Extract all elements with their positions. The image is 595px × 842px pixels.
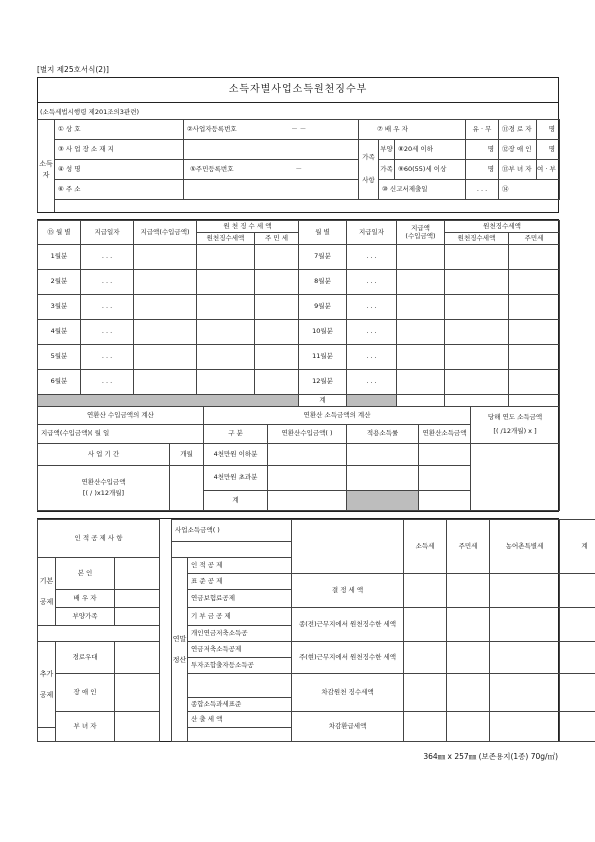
label-over-60: ⑨60(55)세 이상: [395, 160, 466, 180]
row-under-40m: 4천만원 이하분: [204, 443, 268, 465]
col-amount-2b: (수입금액): [405, 231, 436, 240]
basic-deduction-label: [38, 558, 56, 626]
family-label-b: 사항: [362, 176, 375, 185]
col-rural-tax: 농어촌특별세: [490, 520, 560, 574]
settlement-item: 사업소득금액( ): [172, 520, 292, 542]
col-annual-profit: 연환산소득금액: [419, 425, 471, 443]
label-elderly: ⑪경 로 자: [499, 120, 537, 140]
extra-b: 공제: [39, 690, 54, 699]
label-spouse: ⑦ 배 우 자: [359, 120, 466, 140]
settlement-item: 연금보험료공제: [188, 590, 292, 608]
business-address-value: [184, 140, 359, 160]
label-business-period: 사 업 기 간: [38, 443, 170, 465]
col-total: 계: [560, 520, 595, 574]
date-dots: . . .: [81, 320, 134, 345]
paper-spec: 364㎜ x 257㎜ (보존용지(1종) 70g/㎡): [423, 752, 558, 761]
label-elderly-ded: 경로우대: [56, 642, 115, 674]
label-annual-income: [38, 466, 170, 511]
col-tax: 원 천 징 수 세 액: [197, 221, 299, 233]
settlement-item: 표 준 공 제: [188, 574, 292, 590]
divider: [37, 212, 559, 220]
settlement-item: 인 적 공 제: [188, 558, 292, 574]
settlement-item: 연금저축소득공제: [188, 642, 292, 658]
shaded-cell: [347, 490, 419, 510]
basic-a: 기본: [39, 576, 54, 585]
label-biz-reg-no: ②사업자등록번호: [184, 120, 240, 140]
family-label-a: 가족: [362, 152, 375, 161]
period-unit: 개월: [170, 443, 204, 465]
annual-profit-header: 연환산 소득금액의 계산: [204, 407, 471, 425]
woman-value: 여 · 부: [537, 160, 560, 180]
date-dots: . . .: [81, 295, 134, 320]
label-report-date: ⑩ 신고서제출일: [379, 180, 466, 200]
over-60-value: 명: [466, 160, 499, 180]
month-label: 7월분: [299, 245, 347, 270]
col-amount-2: [397, 221, 445, 245]
col-amount-2a: 지급액: [411, 224, 430, 233]
label-woman: ⑬부 녀 자: [499, 160, 537, 180]
form-title: 소득자별사업소득원천징수부: [37, 77, 559, 103]
row-net-withholding: 차감원천 징수세액: [292, 674, 404, 712]
month-label: 12월분: [299, 370, 347, 395]
total-label: 계: [299, 395, 347, 407]
date-dots: . . .: [81, 270, 134, 295]
month-label: 1월분: [38, 245, 81, 270]
settlement-item: 기 부 금 공 제: [188, 608, 292, 626]
report-date-value: . . .: [466, 180, 499, 200]
col-tax-income-2: 원천징수세액: [445, 233, 509, 245]
label-disabled-ded: 장 애 인: [56, 674, 115, 712]
under-20-value: 명: [466, 140, 499, 160]
settlement-item: 투자조합출자등소득공: [188, 658, 292, 674]
col-rate: 적용소득률: [347, 425, 419, 443]
row-annual-total: 계: [204, 490, 268, 510]
date-dots: . . .: [347, 320, 397, 345]
col-amount: 지급액(수입금액): [134, 221, 197, 245]
annual-conversion-table: [37, 406, 560, 511]
personal-deduction-header: 인 적 공 제 사 항: [38, 520, 160, 558]
col-month: ⑮ 월 별: [38, 221, 81, 245]
deduction-settlement-table: [37, 519, 595, 742]
col-division: 구 분: [204, 425, 268, 443]
date-dots: . . .: [347, 270, 397, 295]
label-paid-amount: 지급액(수입금액)( 월 일: [38, 425, 204, 443]
law-reference: (소득세법시행령 제201조의3관련): [40, 108, 140, 116]
date-dots: . . .: [347, 370, 397, 395]
extra-deduction-label: [38, 642, 56, 728]
label-dependents-b: 가족: [379, 160, 395, 180]
disabled-value: 명: [537, 140, 560, 160]
current-year-income-formula: [( /12개월) x ]: [493, 427, 537, 436]
elderly-value: 명: [537, 120, 560, 140]
label-address: ⑥ 주 소: [55, 180, 184, 200]
annual-income-header: 연환산 수입금액의 계산: [38, 407, 204, 425]
date-dots: . . .: [347, 245, 397, 270]
basic-b: 공제: [39, 597, 54, 606]
month-label: 6월분: [38, 370, 81, 395]
col-tax-2: 원천징수세액: [445, 221, 560, 233]
month-label: 8월분: [299, 270, 347, 295]
col-tax-resident: 주 민 세: [255, 233, 299, 245]
label-business-address: ③ 사 업 장 소 재 지: [55, 140, 184, 160]
row-prior-withheld: 종(전)근무지에서 원천징수한 세액: [292, 608, 404, 642]
settlement-item: 개인연금저축소득공: [188, 626, 292, 642]
label-item-14: ⑭: [499, 180, 560, 200]
family-label: [359, 140, 379, 200]
spacer-col: [160, 520, 172, 742]
label-under-20: ⑧20세 이하: [395, 140, 466, 160]
address-value: [184, 180, 359, 200]
label-annual-income-b: [( / )x12개월]: [82, 489, 125, 498]
month-label: 2월분: [38, 270, 81, 295]
monthly-withholding-table: [37, 220, 560, 407]
month-label: 4월분: [38, 320, 81, 345]
date-dots: . . .: [347, 345, 397, 370]
shaded-cell: [347, 395, 397, 407]
label-name: ④ 성 명: [55, 160, 184, 180]
month-label: 10월분: [299, 320, 347, 345]
label-self: 본 인: [56, 558, 115, 590]
label-spouse-ded: 배 우 자: [56, 590, 115, 608]
label-disabled: ⑫장 애 인: [499, 140, 537, 160]
spouse-value: 유 · 무: [466, 120, 499, 140]
date-dots: . . .: [81, 345, 134, 370]
col-paydate-2: 지급일자: [347, 221, 397, 245]
date-dots: . . .: [347, 295, 397, 320]
label-business-name: ① 상 호: [55, 120, 184, 140]
month-label: 3월분: [38, 295, 81, 320]
col-annual-income: 연환산수입금액( ): [268, 425, 347, 443]
shaded-cell: [38, 395, 299, 407]
extra-a: 추가: [39, 669, 54, 678]
month-label: 11월분: [299, 345, 347, 370]
month-label: 9월분: [299, 295, 347, 320]
label-annual-income-a: 연환산수입금액: [81, 478, 126, 486]
divider: [37, 511, 559, 519]
col-tax-resident-2: 주민세: [509, 233, 560, 245]
side-label-earner: 소득자: [38, 120, 55, 220]
label-dependents-a: 부양: [379, 140, 395, 160]
date-dots: . . .: [81, 245, 134, 270]
resident-no-value: －: [240, 160, 359, 180]
label-woman-ded: 부 녀 자: [56, 712, 115, 742]
col-month-2: 월 별: [299, 221, 347, 245]
row-current-withheld: 주(현)근무지에서 원천징수한 세액: [292, 642, 404, 674]
form-number: [별지 제25호서식(2)]: [37, 65, 109, 74]
row-decided-tax: 결 정 세 액: [292, 574, 404, 608]
current-year-income: [471, 407, 560, 444]
row-net-refund: 차감환급세액: [292, 712, 404, 742]
col-tax-income: 원천징수세액: [197, 233, 255, 245]
col-income-tax: 소득세: [404, 520, 447, 574]
year-end-settlement-label: 연말정산: [172, 558, 188, 742]
col-paydate: 지급일자: [81, 221, 134, 245]
settlement-item: 산 출 세 액: [188, 712, 292, 728]
col-resident-tax: 주민세: [447, 520, 490, 574]
month-label: 5월분: [38, 345, 81, 370]
current-year-income-label: 당해 연도 소득금액: [487, 413, 543, 422]
row-over-40m: 4천만원 초과분: [204, 466, 268, 490]
biz-reg-no-value: － －: [240, 120, 359, 140]
label-resident-no: ⑤주민등록번호: [184, 160, 240, 180]
income-earner-table: [37, 119, 560, 220]
settlement-item: 종합소득과세표준: [188, 698, 292, 712]
date-dots: . . .: [81, 370, 134, 395]
label-dependents-ded: 부양가족: [56, 608, 115, 626]
